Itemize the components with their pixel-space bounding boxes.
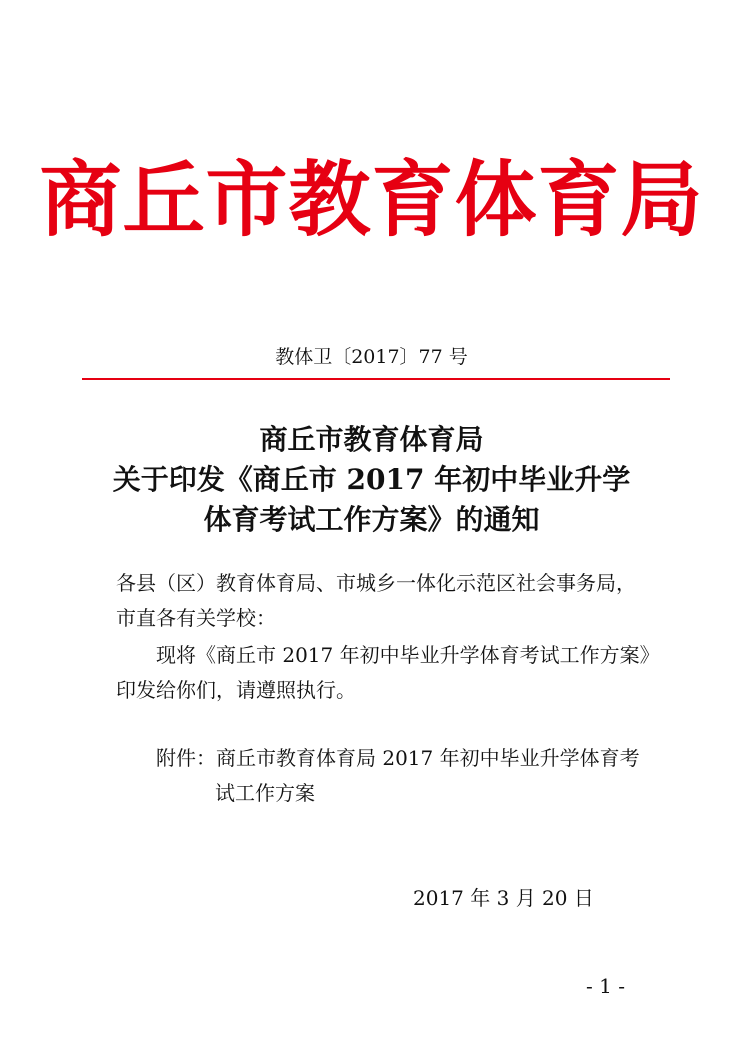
title-line-1: 商丘市教育体育局 [259, 423, 484, 456]
title-line-3: 体育考试工作方案》的通知 [203, 503, 540, 536]
document-number: 教体卫〔2017〕77 号 [275, 346, 468, 368]
red-separator-line [82, 378, 670, 380]
attachment-line-2: 试工作方案 [215, 781, 315, 805]
issue-date: 2017 年 3 月 20 日 [413, 886, 594, 910]
page-number: - 1 - [586, 974, 625, 998]
issuing-organization-header: 商丘市教育体育局 [39, 152, 704, 248]
addressee-line-2: 市直各有关学校： [116, 606, 276, 630]
body-line-2: 印发给你们，请遵照执行。 [116, 678, 356, 702]
title-line-2: 关于印发《商丘市 2017 年初中毕业升学 [112, 463, 631, 496]
body-line-1: 现将《商丘市 2017 年初中毕业升学体育考试工作方案》 [156, 643, 660, 667]
addressee-line-1: 各县（区）教育体育局、市城乡一体化示范区社会事务局， [116, 571, 636, 595]
attachment-line-1: 附件：商丘市教育体育局 2017 年初中毕业升学体育考 [156, 746, 640, 770]
